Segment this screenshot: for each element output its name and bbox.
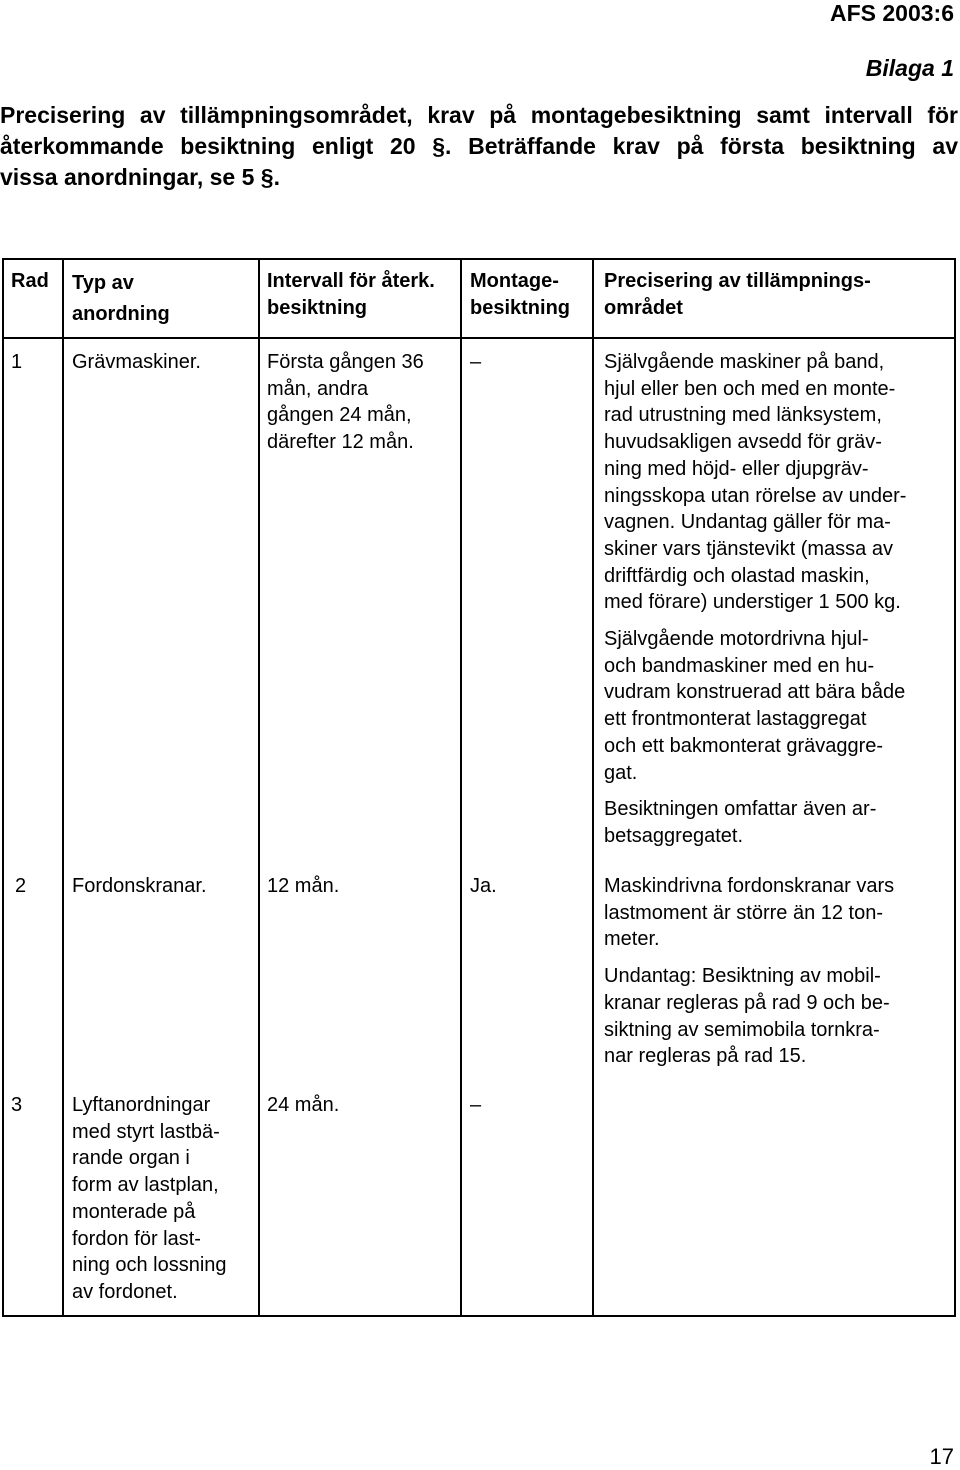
table-right-border — [954, 258, 956, 1317]
row1-rad: 1 — [11, 351, 23, 373]
table-header-divider — [2, 337, 956, 339]
appendix-label: Bilaga 1 — [865, 55, 954, 81]
column-divider — [258, 258, 260, 1317]
precisering-paragraph: Självgående maskiner på band, hjul eller ben och med en monte- rad utrustning med länksystem, huvudsakligen avsedd för gräv- ning med höjd- eller djupgräv- ningsskopa utan rörelse av under- vagnen. Undantag gäller för ma- skiner vars tjänstevikt (massa av driftfärdig och olastad maskin, med förare) understiger 1 500 kg. — [604, 351, 907, 614]
column-divider — [62, 258, 64, 1317]
precisering-paragraph: Undantag: Besiktning av mobil- kranar regleras på rad 9 och be- siktning av semimobila tornkra- nar regleras på rad 15. — [604, 965, 890, 1068]
row3-montage: – — [470, 1094, 482, 1116]
row3-intervall: 24 mån. — [267, 1094, 340, 1116]
header-montage: Montage- besiktning — [470, 270, 571, 319]
header-rad: Rad — [11, 270, 49, 292]
row1-precisering — [604, 349, 906, 850]
page-number: 17 — [929, 1444, 954, 1469]
document-id: AFS 2003:6 — [829, 0, 954, 26]
header-precisering: Precisering av tillämpnings- området — [604, 270, 871, 319]
row1-typ: Grävmaskiner. — [72, 351, 201, 373]
row1-montage: – — [470, 351, 482, 373]
intro-paragraph — [0, 100, 958, 193]
row3-typ: Lyftanordningar med styrt lastbä- rande organ i form av lastplan, monterade på fordon för last- ning och lossning av fordonet. — [72, 1094, 227, 1303]
row2-montage: Ja. — [470, 875, 497, 897]
table-left-border — [2, 258, 4, 1317]
intro-line: vissa anordningar, se 5 §. — [0, 164, 280, 190]
header-intervall: Intervall för återk. besiktning — [267, 270, 435, 319]
precisering-paragraph: Maskindrivna fordonskranar vars lastmoment är större än 12 ton- meter. — [604, 875, 895, 951]
row-divider — [2, 1315, 956, 1317]
row2-rad: 2 — [15, 875, 27, 897]
table-top-border — [2, 258, 956, 260]
intro-line: återkommande besiktning enligt 20 §. Beträffande krav på första besiktning av — [0, 133, 958, 159]
precisering-paragraph: Självgående motordrivna hjul- och bandmaskiner med en hu- vudram konstruerad att bära både ett frontmonterat lastaggregat och ett bakmonterat grävaggre- gat. — [604, 628, 906, 784]
header-typ: Typ av anordning — [72, 272, 170, 325]
column-divider — [592, 258, 594, 1317]
intro-line: Precisering av tillämpningsområdet, krav på montagebesiktning samt intervall för — [0, 102, 958, 128]
precisering-paragraph: Besiktningen omfattar även ar- betsaggregatet. — [604, 798, 877, 847]
regulation-table — [2, 258, 956, 1317]
row2-precisering — [604, 873, 894, 1070]
column-divider — [460, 258, 462, 1317]
row2-typ: Fordonskranar. — [72, 875, 207, 897]
row2-intervall: 12 mån. — [267, 875, 340, 897]
row1-intervall: Första gången 36 mån, andra gången 24 mån, därefter 12 mån. — [267, 351, 424, 454]
row3-rad: 3 — [11, 1094, 23, 1116]
